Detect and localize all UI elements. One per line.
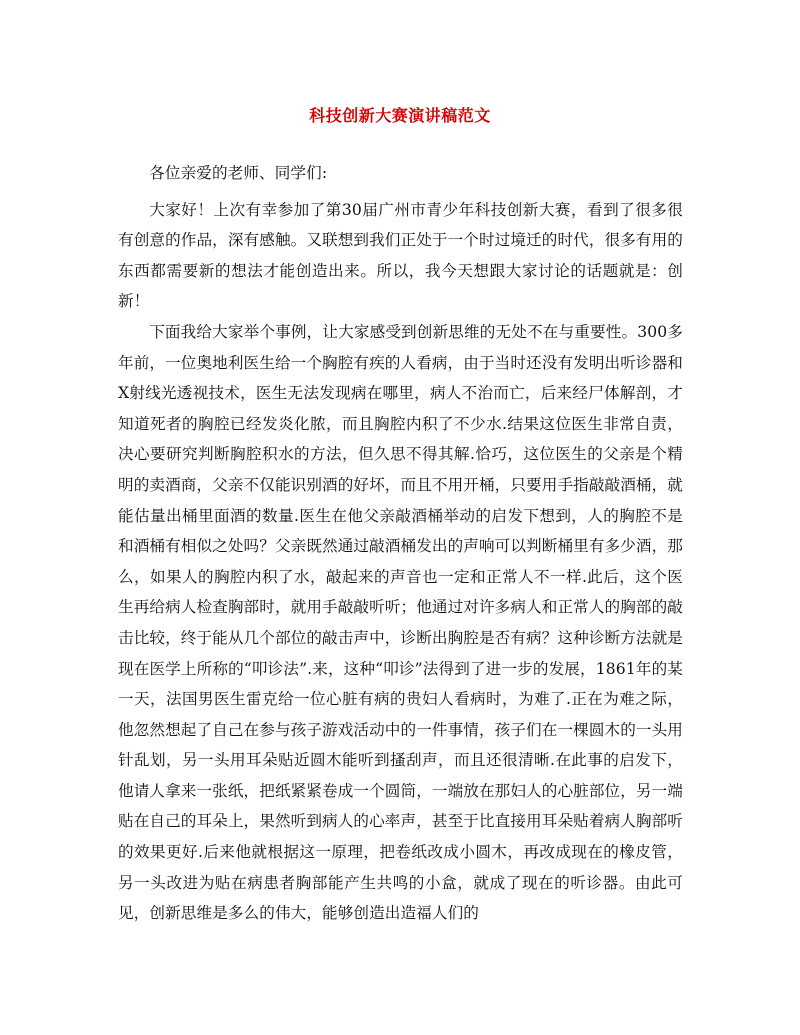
example-paragraph: 下面我给大家举个事例，让大家感受到创新思维的无处不在与重要性。300多年前，一位奥地利医生给一个胸腔有疾的人看病，由于当时还没有发明出听诊器和X射线光透视技术，医生无法发现病在哪里，病人不治而亡，后来经尸体解剖，才知道死者的胸腔已经发炎化脓，而且胸腔内积了不少水.结果这位医生非常自责，决心要研究判断胸腔积水的方法，但久思不得其解.恰巧，这位医生的父亲是个精明的卖酒商，父亲不仅能识别酒的好坏，而且不用开桶，只要用手指敲敲酒桶，就能估量出桶里面酒的数量.医生在他父亲敲酒桶举动的启发下想到，人的胸腔不是和酒桶有相似之处吗？父亲既然通过敲酒桶发出的声响可以判断桶里有多少酒，那么，如果人的胸腔内积了水，敲起来的声音也一定和正常人不一样.此后，这个医生再给病人检查胸部时，就用手敲敲听听；他通过对许多病人和正常人的胸部的敲击比较，终于能从几个部位的敲击声中，诊断出胸腔是否有病？这种诊断方法就是现在医学上所称的“叩诊法”.来，这种“叩诊”法得到了进一步的发展，1861年的某一天，法国男医生雷克给一位心脏有病的贵妇人看病时，为难了.正在为难之际，他忽然想起了自己在参与孩子游戏活动中的一件事情，孩子们在一棵圆木的一头用针乱划，另一头用耳朵贴近圆木能听到搔刮声，而且还很清晰.在此事的启发下，他请人拿来一张纸，把纸紧紧卷成一个圆筒，一端放在那妇人的心脏部位，另一端贴在自己的耳朵上，果然听到病人的心率声，甚至于比直接用耳朵贴着病人胸部听的效果更好.后来他就根据这一原理，把卷纸改成小圆木，再改成现在的橡皮管，另一头改进为贴在病患者胸部能产生共鸣的小盒，就成了现在的听诊器。由此可见，创新思维是多么的伟大，能够创造出造福人们的: [118, 322, 683, 923]
salutation-paragraph: 各位亲爱的老师、同学们:: [149, 164, 328, 182]
intro-paragraph: 大家好！上次有幸参加了第30届广州市青少年科技创新大赛，看到了很多很有创意的作品，深有感触。又联想到我们正处于一个时过境迁的时代，很多有用的东西都需要新的想法才能创造出来。所以，我今天想跟大家讨论的话题就是：创新！: [118, 200, 683, 311]
document-title: 科技创新大赛演讲稿范文: [309, 106, 491, 125]
document-body: [118, 158, 683, 929]
